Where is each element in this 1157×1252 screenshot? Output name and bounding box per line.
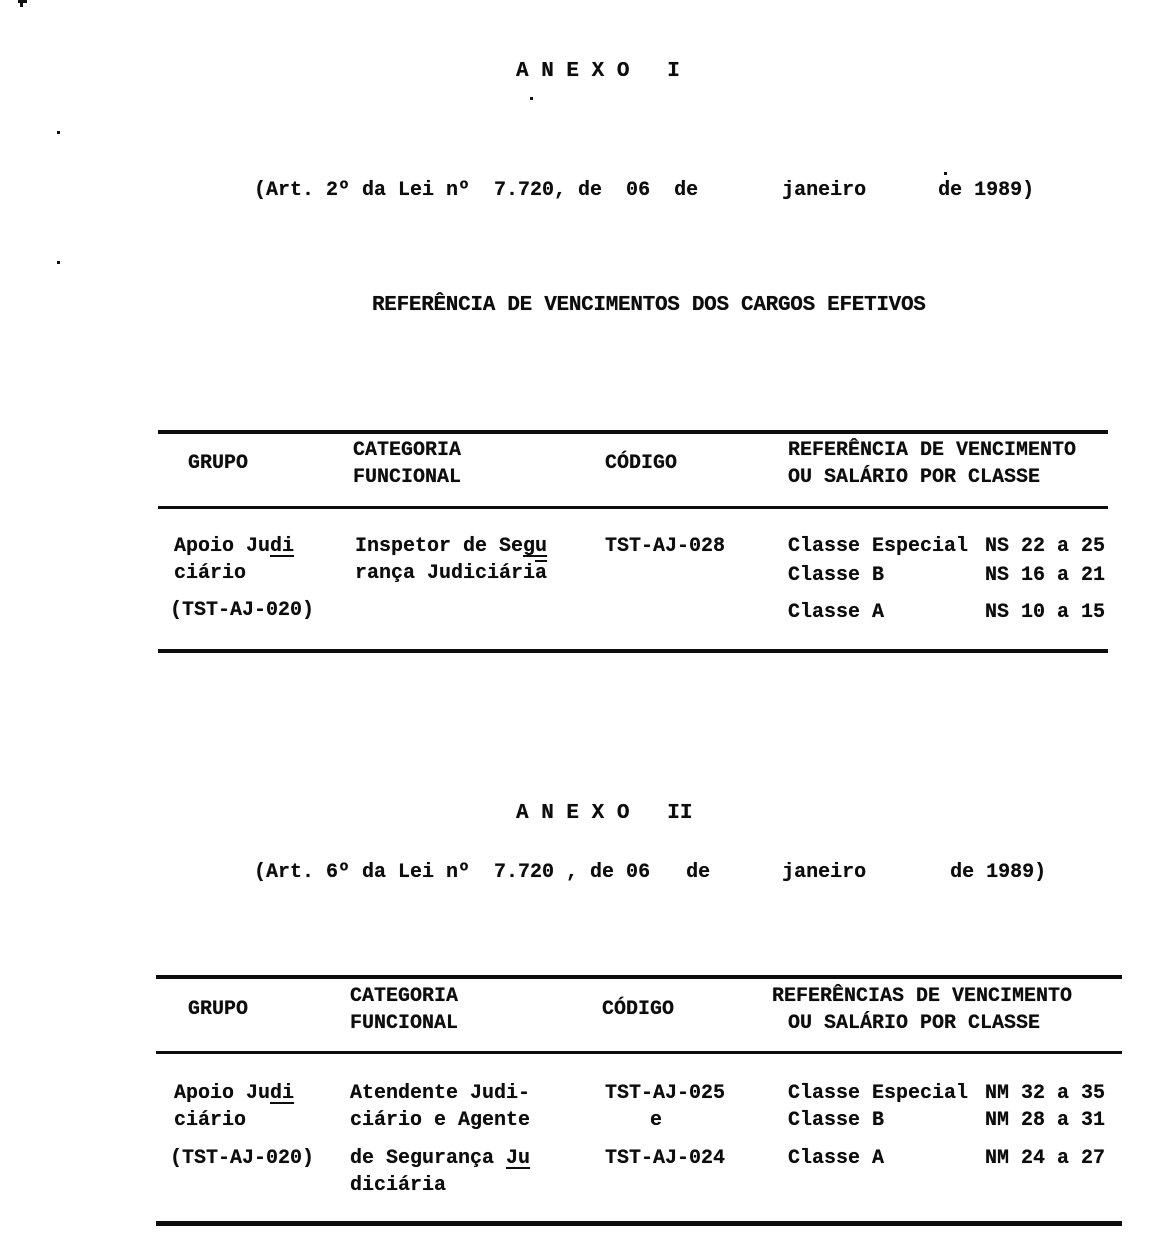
anexo1-heading: REFERÊNCIA DE VENCIMENTOS DOS CARGOS EFETIVOS — [372, 294, 926, 317]
categoria-overline-mark: $\overline{a}$ — [535, 562, 548, 585]
anexo1-cell-grupo-line2: ciário — [174, 562, 247, 585]
anexo1-header-categoria-line1: CATEGORIA — [353, 439, 462, 462]
anexo2-header-referencia-line1: REFERÊNCIAS DE VENCIMENTO — [772, 985, 1073, 1008]
anexo1-cell-codigo: TST-AJ-028 — [605, 535, 726, 558]
anexo1-header-grupo: GRUPO — [188, 452, 249, 475]
anexo1-cell-grupo-code: (TST-AJ-020) — [170, 599, 315, 622]
anexo1-class-range: NS 16 a 21 — [985, 564, 1106, 587]
anexo1-title: A N E X O I — [516, 60, 680, 83]
anexo1-header-referencia-line2: OU SALÁRIO POR CLASSE — [788, 466, 1041, 489]
anexo2-cell-codigo-line1: TST-AJ-025 — [605, 1082, 726, 1105]
anexo1-header-referencia-line1: REFERÊNCIA DE VENCIMENTO — [788, 439, 1077, 462]
scan-speckle — [57, 131, 60, 134]
anexo1-subtitle: (Art. 2º da Lei nº 7.720, de 06 de janeiro de 1989) — [254, 179, 1035, 202]
anexo2-class-range: NM 24 a 27 — [985, 1147, 1106, 1170]
anexo2-header-referencia-line2: OU SALÁRIO POR CLASSE — [788, 1012, 1041, 1035]
anexo2-table-rule-middle — [156, 1051, 1122, 1054]
scan-speckle — [57, 261, 60, 264]
categoria-text: rança Judiciári — [355, 562, 536, 585]
anexo2-class-label: Classe A — [788, 1147, 885, 1170]
anexo2-cell-codigo-line2: e — [650, 1109, 663, 1132]
anexo1-class-range: NS 22 a 25 — [985, 535, 1106, 558]
anexo2-header-codigo: CÓDIGO — [602, 998, 675, 1021]
scan-speckle — [944, 172, 947, 175]
anexo1-class-range: NS 10 a 15 — [985, 601, 1106, 624]
categoria-text: de Segurança — [350, 1147, 507, 1170]
anexo2-cell-categoria-line2: ciário e Agente — [350, 1109, 531, 1132]
anexo2-cell-codigo-line3: TST-AJ-024 — [605, 1147, 726, 1170]
anexo2-cell-grupo-code: (TST-AJ-020) — [170, 1147, 315, 1170]
anexo2-cell-categoria-line3 — [350, 1148, 530, 1170]
anexo1-class-label: Classe A — [788, 601, 885, 624]
anexo1-table-rule-bottom — [158, 649, 1108, 653]
anexo2-cell-grupo-line2: ciário — [174, 1109, 247, 1132]
anexo2-header-categoria-line1: CATEGORIA — [350, 985, 459, 1008]
anexo2-class-label: Classe B — [788, 1109, 885, 1132]
grupo-text: Apoio Ju — [174, 535, 271, 558]
anexo2-class-range: NM 28 a 31 — [985, 1109, 1106, 1132]
anexo2-header-grupo: GRUPO — [188, 998, 249, 1021]
categoria-continuation-underline: gu — [523, 535, 548, 558]
anexo2-table-rule-bottom — [156, 1221, 1122, 1226]
anexo1-class-label: Classe Especial — [788, 535, 969, 558]
anexo1-table-rule-middle — [158, 506, 1108, 509]
anexo2-class-label: Classe Especial — [788, 1082, 969, 1105]
anexo2-cell-categoria-line4: diciária — [350, 1174, 447, 1197]
anexo1-class-label: Classe B — [788, 564, 885, 587]
scan-speckle — [20, 3, 23, 7]
anexo2-subtitle: (Art. 6º da Lei nº 7.720 , de 06 de janeiro de 1989) — [254, 861, 1047, 884]
scan-speckle — [530, 97, 533, 100]
anexo1-cell-categoria-line1 — [355, 536, 547, 558]
anexo2-cell-categoria-line1: Atendente Judi- — [350, 1082, 531, 1105]
anexo1-header-categoria-line2: FUNCIONAL — [353, 466, 462, 489]
anexo1-cell-grupo-line1 — [174, 536, 294, 558]
anexo2-class-range: NM 32 a 35 — [985, 1082, 1106, 1105]
anexo2-cell-grupo-line1 — [174, 1083, 294, 1105]
categoria-text: Inspetor de Se — [355, 535, 524, 558]
grupo-continuation-underline: di — [270, 1082, 295, 1105]
anexo2-title: A N E X O II — [516, 802, 693, 825]
anexo2-table-rule-top — [156, 975, 1122, 979]
grupo-text: Apoio Ju — [174, 1082, 271, 1105]
categoria-continuation-underline: Ju — [506, 1147, 531, 1170]
anexo1-header-codigo: CÓDIGO — [605, 452, 678, 475]
grupo-continuation-underline: di — [270, 535, 295, 558]
anexo2-header-categoria-line2: FUNCIONAL — [350, 1012, 459, 1035]
anexo1-table-rule-top — [158, 430, 1108, 434]
anexo1-cell-categoria-line2 — [355, 563, 547, 585]
